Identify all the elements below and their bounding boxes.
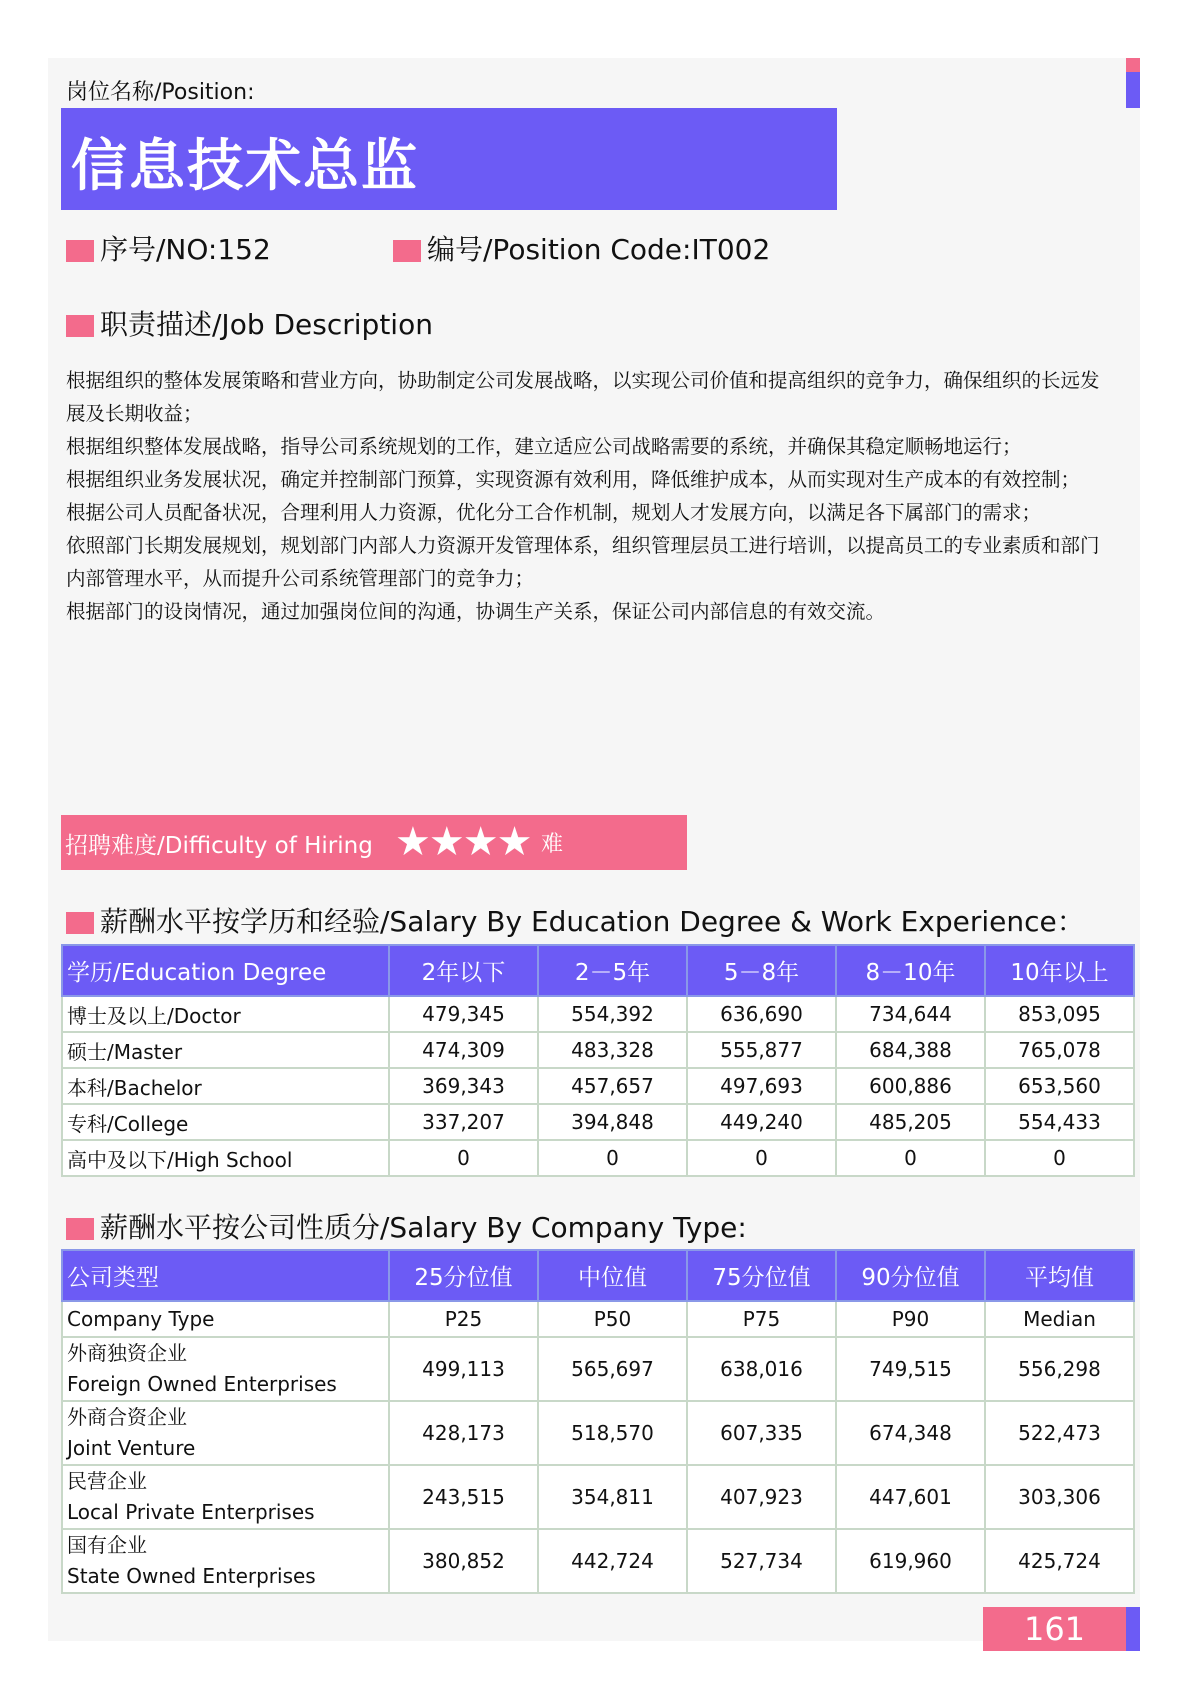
- table-cell: 0: [985, 1140, 1134, 1176]
- corner-accent-pink: [1126, 58, 1140, 72]
- position-title: 信息技术总监: [71, 134, 419, 199]
- table-cell: 497,693: [687, 1068, 836, 1104]
- row-label: 硕士/Master: [62, 1032, 389, 1068]
- row-label: 专科/College: [62, 1104, 389, 1140]
- table-cell: 527,734: [687, 1529, 836, 1593]
- table-cell: 853,095: [985, 996, 1134, 1032]
- table-cell: 554,392: [538, 996, 687, 1032]
- table-cell: 734,644: [836, 996, 985, 1032]
- description-line: 展及长期收益；: [66, 402, 203, 425]
- description-line: 依照部门长期发展规划，规划部门内部人力资源开发管理体系，组织管理层员工进行培训，以提高员工的专业素质和部门: [66, 534, 1100, 557]
- table-row: [62, 1068, 1134, 1104]
- table-cell: 243,515: [389, 1465, 538, 1529]
- description-line: 内部管理水平，从而提升公司系统管理部门的竞争力；: [66, 567, 535, 590]
- job-description-heading: [66, 303, 433, 343]
- company-salary-heading: [66, 1206, 747, 1246]
- position-label: 岗位名称/Position:: [66, 80, 255, 105]
- table-cell: 425,724: [985, 1529, 1134, 1593]
- row-label-en: Local Private Enterprises: [67, 1500, 315, 1524]
- company-salary-heading-text: 薪酬水平按公司性质分/Salary By Company Type:: [100, 1211, 747, 1244]
- table-cell: 518,570: [538, 1401, 687, 1465]
- table-cell: 607,335: [687, 1401, 836, 1465]
- table-cell: 442,724: [538, 1529, 687, 1593]
- row-label: [62, 1401, 389, 1465]
- table-row: [62, 1529, 1134, 1593]
- table-row: [62, 1337, 1134, 1401]
- title-banner: [61, 108, 837, 210]
- table-subheader-row: [62, 1301, 1134, 1337]
- page-number-accent: [1126, 1607, 1140, 1651]
- table-cell: 674,348: [836, 1401, 985, 1465]
- row-label-cn: 外商独资企业: [67, 1341, 187, 1365]
- row-label: [62, 1465, 389, 1529]
- table-cell: 428,173: [389, 1401, 538, 1465]
- table-cell: 499,113: [389, 1337, 538, 1401]
- position-number: [66, 228, 271, 268]
- table-cell: 636,690: [687, 996, 836, 1032]
- table-cell: 638,016: [687, 1337, 836, 1401]
- table-cell: 0: [389, 1140, 538, 1176]
- table-cell: 522,473: [985, 1401, 1134, 1465]
- table-cell: 485,205: [836, 1104, 985, 1140]
- description-line: 根据组织业务发展状况，确定并控制部门预算，实现资源有效利用，降低维护成本，从而实现对生产成本的有效控制；: [66, 468, 1081, 491]
- column-header: 5－8年: [687, 945, 836, 996]
- row-label-en: Foreign Owned Enterprises: [67, 1372, 337, 1396]
- table-cell: 0: [836, 1140, 985, 1176]
- subheader-cell: P90: [836, 1301, 985, 1337]
- table-header-row: [62, 1250, 1134, 1301]
- star-rating-icon: ★★★★: [395, 819, 531, 865]
- table-cell: 749,515: [836, 1337, 985, 1401]
- education-salary-table: [61, 944, 1135, 1177]
- table-cell: 447,601: [836, 1465, 985, 1529]
- education-salary-heading-text: 薪酬水平按学历和经验/Salary By Education Degree & Work Experience：: [100, 905, 1085, 938]
- table-row: [62, 1401, 1134, 1465]
- subheader-cell: P25: [389, 1301, 538, 1337]
- column-header: 公司类型: [62, 1250, 389, 1301]
- column-header: 75分位值: [687, 1250, 836, 1301]
- table-cell: 556,298: [985, 1337, 1134, 1401]
- table-cell: 394,848: [538, 1104, 687, 1140]
- column-header: 2年以下: [389, 945, 538, 996]
- column-header: 学历/Education Degree: [62, 945, 389, 996]
- row-label: 博士及以上/Doctor: [62, 996, 389, 1032]
- table-cell: 407,923: [687, 1465, 836, 1529]
- column-header: 中位值: [538, 1250, 687, 1301]
- row-label-en: Joint Venture: [67, 1436, 196, 1460]
- table-cell: 457,657: [538, 1068, 687, 1104]
- table-cell: 380,852: [389, 1529, 538, 1593]
- table-cell: 600,886: [836, 1068, 985, 1104]
- subheader-cell: Company Type: [62, 1301, 389, 1337]
- column-header: 90分位值: [836, 1250, 985, 1301]
- column-header: 10年以上: [985, 945, 1134, 996]
- bullet-square: [66, 240, 94, 262]
- corner-accent-purple: [1126, 72, 1140, 108]
- row-label-cn: 国有企业: [67, 1533, 147, 1557]
- column-header: 2－5年: [538, 945, 687, 996]
- table-cell: 449,240: [687, 1104, 836, 1140]
- table-cell: 369,343: [389, 1068, 538, 1104]
- row-label-cn: 民营企业: [67, 1469, 147, 1493]
- table-row: [62, 1140, 1134, 1176]
- table-cell: 354,811: [538, 1465, 687, 1529]
- table-cell: 0: [687, 1140, 836, 1176]
- subheader-cell: P50: [538, 1301, 687, 1337]
- table-cell: 474,309: [389, 1032, 538, 1068]
- position-code-text: 编号/Position Code:IT002: [427, 233, 771, 266]
- hiring-difficulty-label: 招聘难度/Difficulty of Hiring: [65, 833, 373, 859]
- table-cell: 303,306: [985, 1465, 1134, 1529]
- table-row: [62, 1465, 1134, 1529]
- subheader-cell: Median: [985, 1301, 1134, 1337]
- row-label: [62, 1337, 389, 1401]
- table-cell: 554,433: [985, 1104, 1134, 1140]
- position-number-text: 序号/NO:152: [100, 233, 271, 266]
- table-row: [62, 1104, 1134, 1140]
- row-label-en: State Owned Enterprises: [67, 1564, 316, 1588]
- row-label: 本科/Bachelor: [62, 1068, 389, 1104]
- hiring-difficulty-level: 难: [541, 832, 564, 857]
- column-header: 25分位值: [389, 1250, 538, 1301]
- table-cell: 0: [538, 1140, 687, 1176]
- description-line: 根据公司人员配备状况，合理利用人力资源，优化分工合作机制，规划人才发展方向，以满足各下属部门的需求；: [66, 501, 1042, 524]
- position-code: [393, 228, 770, 268]
- hiring-difficulty-bar: [61, 815, 687, 870]
- description-line: 根据组织整体发展战略，指导公司系统规划的工作，建立适应公司战略需要的系统，并确保其稳定顺畅地运行；: [66, 435, 1022, 458]
- table-header-row: [62, 945, 1134, 996]
- subheader-cell: P75: [687, 1301, 836, 1337]
- row-label-cn: 外商合资企业: [67, 1405, 187, 1429]
- table-cell: 479,345: [389, 996, 538, 1032]
- education-salary-heading: [66, 900, 1085, 940]
- column-header: 平均值: [985, 1250, 1134, 1301]
- table-cell: 483,328: [538, 1032, 687, 1068]
- row-label: 高中及以下/High School: [62, 1140, 389, 1176]
- table-cell: 337,207: [389, 1104, 538, 1140]
- description-line: 根据组织的整体发展策略和营业方向，协助制定公司发展战略，以实现公司价值和提高组织的竞争力，确保组织的长远发: [66, 369, 1100, 392]
- column-header: 8－10年: [836, 945, 985, 996]
- bullet-square: [66, 912, 94, 934]
- description-line: 根据部门的设岗情况，通过加强岗位间的沟通，协调生产关系，保证公司内部信息的有效交流。: [66, 600, 886, 623]
- job-description-text: [66, 364, 1136, 628]
- table-row: [62, 996, 1134, 1032]
- table-cell: 565,697: [538, 1337, 687, 1401]
- job-description-heading-text: 职责描述/Job Description: [100, 308, 433, 341]
- table-cell: 555,877: [687, 1032, 836, 1068]
- table-cell: 684,388: [836, 1032, 985, 1068]
- table-cell: 619,960: [836, 1529, 985, 1593]
- row-label: [62, 1529, 389, 1593]
- bullet-square: [66, 1218, 94, 1240]
- company-salary-table: [61, 1249, 1135, 1594]
- bullet-square: [393, 240, 421, 262]
- table-cell: 765,078: [985, 1032, 1134, 1068]
- bullet-square: [66, 315, 94, 337]
- page-number: 161: [983, 1607, 1126, 1651]
- table-cell: 653,560: [985, 1068, 1134, 1104]
- table-row: [62, 1032, 1134, 1068]
